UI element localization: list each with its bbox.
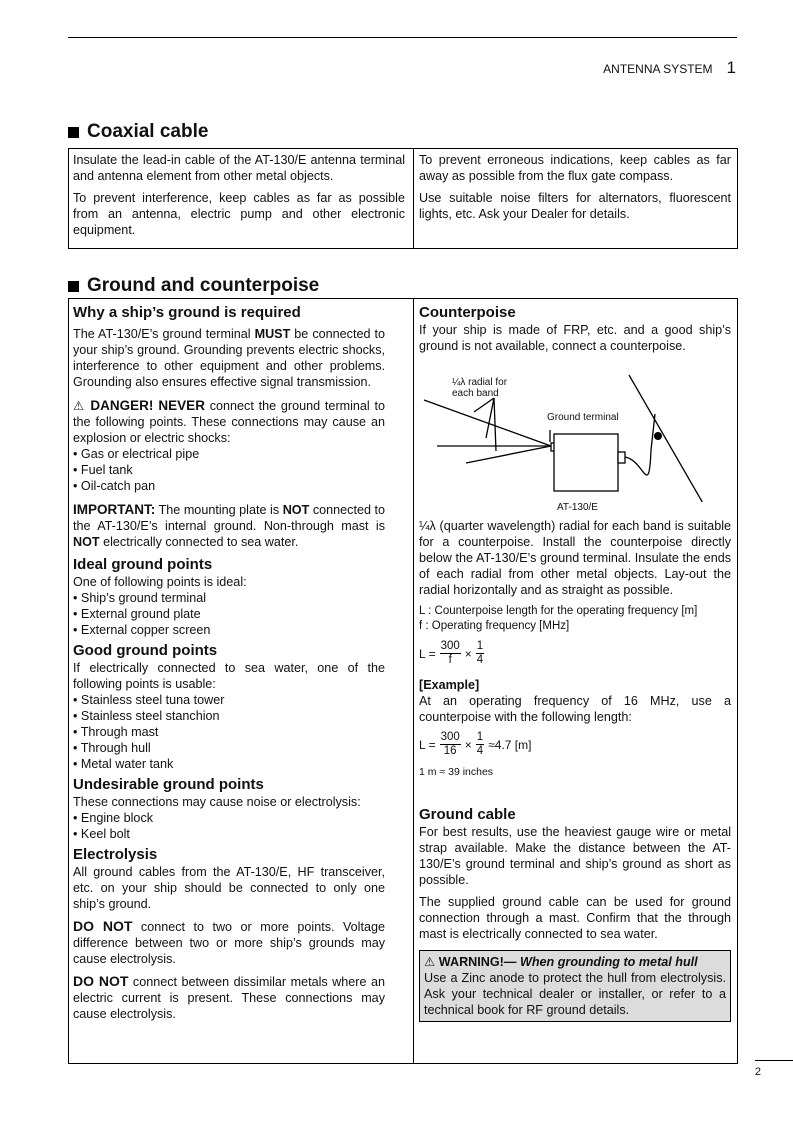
list-item: • Engine block [73,810,385,826]
list-item: • Gas or electrical pipe [73,446,385,462]
why-paragraph: The AT-130/E’s ground terminal MUST be connected to your ship’s ground. Grounding prevents electric shocks, interference to other equipment and other problems. Grounding also ensures effective signal transmission. [73,327,385,389]
paragraph: DO NOT connect between dissimilar metals where an electric current is present. These connections may cause electrolysis. [73,973,385,1021]
danger-paragraph: ⚠ DANGER! NEVER connect the ground terminal to the following points. These connections may cause an explosion or electric shocks: [73,398,386,445]
ideal-heading: Ideal ground points [73,556,213,573]
section-name: ANTENNA SYSTEM [603,62,713,76]
ideal-intro: One of following points is ideal: [73,575,247,589]
warning-icon: ⚠ [73,399,86,413]
paragraph: For best results, use the heaviest gauge wire or metal strap available. Make the distance between the AT-130/E’s ground terminal and ship’s ground as short as possible. [419,825,731,887]
list-item: • Through hull [73,740,385,756]
top-rule [68,37,737,38]
good-intro: If electrically connected to sea water, one of the following points is usable: [73,661,385,691]
unit-label: AT-130/E [557,502,598,513]
danger-list [73,446,385,494]
warning-icon: ⚠ [424,955,436,969]
counterpoise-heading: Counterpoise [419,304,516,321]
column-divider [413,299,414,1063]
ground-box [68,298,738,1064]
coaxial-box [68,148,738,249]
ground-right [419,304,731,1022]
list-item: • Ship’s ground terminal [73,590,385,606]
column-divider [413,149,414,248]
square-bullet-icon [68,281,79,292]
warning-box: ⚠ WARNING!— When grounding to metal hull Use a Zinc anode to protect the hull from electrolysis. Ask your technical dealer or installer, or refer to a technical book for RF ground details. [419,950,731,1022]
undesirable-heading: Undesirable ground points [73,776,264,793]
important-paragraph: IMPORTANT: The mounting plate is NOT connected to the AT-130/E’s internal ground. Non-through mast is NOT electrically connected to sea water. [73,502,385,549]
counterpoise-diagram [419,360,731,513]
paragraph: All ground cables from the AT-130/E, HF transceiver, etc. on your ship should be connected to only one ship’s ground. [73,865,385,911]
paragraph: Use suitable noise filters for alternators, fluorescent lights, etc. Ask your Dealer for details. [419,191,731,221]
formula-example: L = $\frac{300}{16}$ × $\frac{1}{4}$ ≈4.7 [m] [419,731,532,757]
list-item: • Oil-catch pan [73,478,385,494]
formula-general: L = $\frac{300}{f}$ × $\frac{1}{4}$ [419,640,484,666]
paragraph: ¼λ (quarter wavelength) radial for each band is suitable for a counterpoise. Install the counterpoise directly below the AT-130/E’s ground terminal. Insulate the ends of each radial from other metal objects. Lay-out the radial horizontally and as straight as possible. [419,519,731,597]
square-bullet-icon [68,127,79,138]
list-item: • Through mast [73,724,385,740]
definition-L: L : Counterpoise length for the operating frequency [m] [419,605,698,617]
good-heading: Good ground points [73,642,218,659]
list-item: • External ground plate [73,606,385,622]
example-label: [Example] [419,678,480,692]
electrolysis-heading: Electrolysis [73,846,158,863]
list-item: • Metal water tank [73,756,385,772]
list-item: • Stainless steel stanchion [73,708,385,724]
paragraph: Insulate the lead-in cable of the AT-130/E antenna terminal and antenna element from other metal objects. [73,153,405,183]
paragraph: The supplied ground cable can be used for ground connection through a mast. Confirm that the through mast is electrically connected to sea water. [419,895,731,941]
coaxial-left [73,152,405,244]
chapter-number: 1 [726,58,736,77]
paragraph: If your ship is made of FRP, etc. and a good ship’s ground is not available, connect a counterpoise. [419,323,731,353]
paragraph: To prevent erroneous indications, keep cables as far away as possible from the flux gate compass. [419,153,731,183]
why-heading: Why a ship’s ground is required [73,304,301,321]
coaxial-title: Coaxial cable [87,121,209,142]
warning-text: Use a Zinc anode to protect the hull from electrolysis. Ask your technical dealer or installer, or refer to a technical book for RF ground details. [424,971,726,1017]
list-item: • Stainless steel tuna tower [73,692,385,708]
definition-f: f : Operating frequency [MHz] [419,620,570,632]
ground-heading [68,275,319,297]
list-item: • Keel bolt [73,826,385,842]
page-number: 2 [754,1066,761,1078]
conversion-note: 1 m ≈ 39 inches [419,766,494,778]
paragraph: At an operating frequency of 16 MHz, use a counterpoise with the following length: [419,694,731,724]
radial-label: ¼λ radial for each band [452,377,508,399]
ground-left [73,304,385,1028]
ground-title: Ground and counterpoise [87,275,320,296]
coaxial-heading [68,121,208,143]
page-header [603,58,736,78]
list-item: • External copper screen [73,622,385,638]
coaxial-right [419,152,731,228]
paragraph: To prevent interference, keep cables as far as possible from an antenna, electric pump and other electronic equipment. [73,191,405,237]
list-item: • Fuel tank [73,462,385,478]
paragraph: DO NOT connect to two or more points. Voltage difference between two or more ship’s grounds may cause electrolysis. [73,918,385,966]
ground-terminal-label: Ground terminal [547,412,619,423]
footer-rule [755,1060,793,1061]
undesirable-intro: These connections may cause noise or electrolysis: [73,795,361,809]
ground-cable-heading: Ground cable [419,806,516,823]
